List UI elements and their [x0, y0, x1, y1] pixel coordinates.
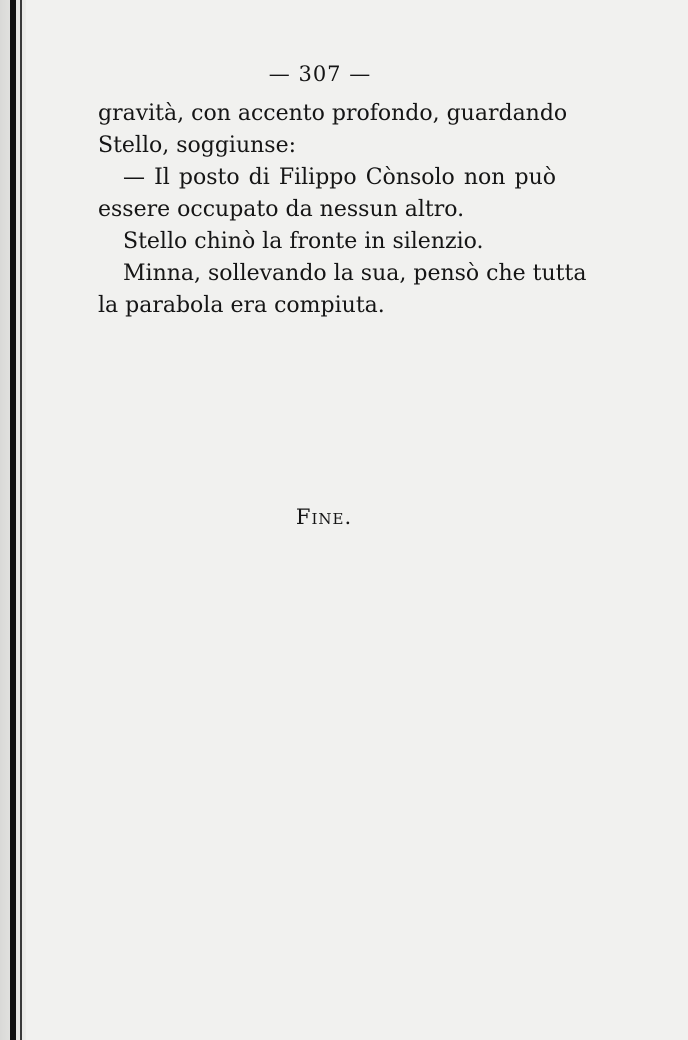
- text-line: la parabola era compiuta.: [98, 293, 385, 318]
- text-line: Stello chinò la fronte in silenzio.: [123, 229, 484, 254]
- text-line: gravità, con accento profondo, guardando: [98, 101, 568, 126]
- text-line: Stello, soggiunse:: [98, 133, 297, 158]
- text-line: essere occupato da nessun altro.: [98, 197, 465, 222]
- body-text: [98, 98, 587, 322]
- end-mark: Fine.: [295, 505, 353, 529]
- page-number: — 307 —: [268, 62, 372, 86]
- text-line: — Il posto di Filippo Cònsolo non può: [123, 165, 556, 190]
- text-line: Minna, sollevando la sua, pensò che tutta: [123, 261, 587, 286]
